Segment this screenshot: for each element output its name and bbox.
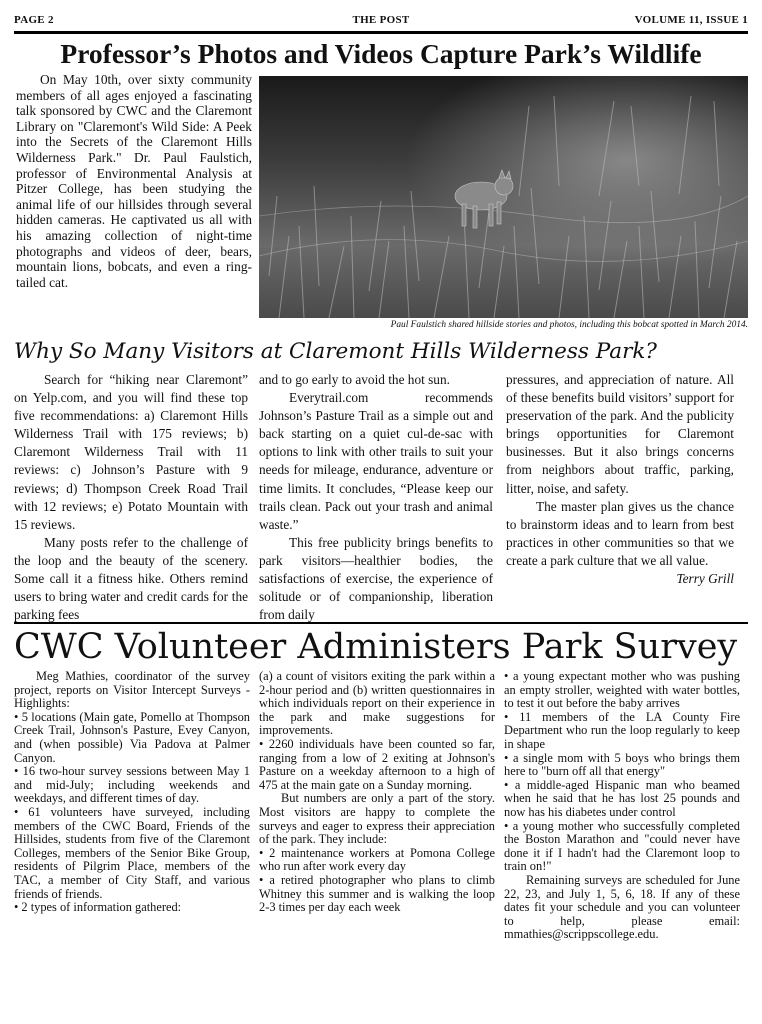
survey-bullet: • 11 members of the LA County Fire Department who run the loop regularly to keep in shape — [504, 709, 740, 751]
survey-bullet: • a young expectant mother who was pushing an empty stroller, weighted with water bottles, to test it out before the baby arrives — [504, 669, 740, 711]
article2-headline: Why So Many Visitors at Claremont Hills Wilderness Park? — [14, 339, 657, 364]
article3-column-1 — [14, 670, 250, 915]
survey-bullet: • 2 types of information gathered: — [14, 900, 182, 915]
newsletter-title: THE POST — [352, 14, 410, 26]
survey-paragraph: (a) a count of visitors exiting the park within a 2-hour period and (b) written questionnaires in which individuals report on their experience in the park and make suggestions for improvements. — [259, 669, 495, 738]
article2-paragraph: and to go early to avoid the hot sun. — [259, 372, 450, 387]
article2-paragraph: The master plan gives us the chance to brainstorm ideas and to learn from best practices in other communities so that we create a park culture that we all value. — [506, 498, 734, 568]
photo-caption: Paul Faulstich shared hillside stories and photos, including this bobcat spotted in March 2014. — [390, 320, 748, 330]
section-divider — [14, 622, 748, 624]
header-rule — [14, 31, 748, 34]
survey-bullet: • a single mom with 5 boys who brings them here to "burn off all that energy" — [504, 750, 740, 779]
survey-paragraph: Remaining surveys are scheduled for June 22, 23, and July 1, 5, 6, 18. If any of these dates fit your schedule and you can volunteer to help, please email: mmathies@scrippscollege.edu. — [504, 872, 740, 942]
survey-paragraph: But numbers are only a part of the story. Most visitors are happy to complete the surveys and eager to express their appreciation of the park. They include: — [259, 791, 495, 847]
volume-issue: VOLUME 11, ISSUE 1 — [634, 14, 748, 26]
article3-headline: CWC Volunteer Administers Park Survey — [14, 627, 738, 667]
survey-bullet: • a young mother who successfully completed the Boston Marathon and "could never have done it if I hadn't had the Claremont loop to train on!" — [504, 818, 740, 874]
survey-bullet: • a middle-aged Hispanic man who beamed when he said that he has lost 25 pounds and now has his diabetes under control — [504, 777, 740, 819]
article3-column-2 — [259, 670, 495, 915]
survey-bullet: • 5 locations (Main gate, Pomello at Thompson Creek Trail, Johnson's Pasture, Evey Canyon, and (when possible) Via Padova at Palmer Canyon. — [14, 709, 250, 765]
author-byline: Terry Grill — [676, 571, 734, 587]
bobcat-photo — [259, 76, 748, 318]
article2-column-2 — [259, 371, 493, 624]
survey-bullet: • 16 two-hour survey sessions between May 1 and mid-July; including weekends and weekdays, and different times of day. — [14, 764, 250, 806]
article2-paragraph: Search for “hiking near Claremont” on Yelp.com, and you will find these top five recommendations: a) Claremont Hills Wilderness Trail with 175 reviews; b) Claremont Wilderness Trail with 11 reviews: c) Johnson’s Pasture with 9 reviews; d) Thompson Creek Road Trail with 12 reviews; e) Potato Mountain with 15 reviews. — [14, 372, 248, 532]
article2-paragraph: Everytrail.com recommends Johnson’s Pasture Trail as a simple out and back starting on a quiet cul-de-sac with options to link with other trails to suit your needs for mileage, endurance, adventure or time limits. It concludes, “Please keep our trails clean. Pack out your trash and animal waste.” — [259, 390, 493, 532]
article2-paragraph: This free publicity brings benefits to park visitors—healthier bodies, the satisfactions of exercise, the experience of solitude or of companionship, liberation from daily — [259, 534, 493, 623]
survey-bullet: • 2260 individuals have been counted so far, ranging from a low of 2 exiting at Johnson's Pasture on a weekday afternoon to a high of 475 at the main gate on a Sunday morning. — [259, 736, 495, 792]
page-number: PAGE 2 — [14, 14, 54, 26]
survey-paragraph: Meg Mathies, coordinator of the survey project, reports on Visitor Intercept Surveys - Highlights: — [14, 669, 250, 711]
article2-column-1 — [14, 371, 248, 624]
article1-body: On May 10th, over sixty community members of all ages enjoyed a fascinating talk sponsored by CWC and the Claremont Library on "Claremont's Wild Side: A Peek into the Secrets of the Claremont Hills Wilderness Park." Dr. Paul Faulstich, professor of Environmental Analysis at Pitzer College, has been studying the animal life of our hillsides through several hidden cameras. He captivated us all with his amazing collection of night-time photographs and videos of deer, bears, mountain lions, bobcats, and even a ring-tailed cat. — [16, 72, 252, 290]
article2-paragraph: Many posts refer to the challenge of the loop and the beauty of the scenery. Some call it a fitness hike. Others remind users to bring water and credit cards for the parking fees — [14, 534, 248, 623]
article2-column-3 — [506, 371, 734, 588]
article1-headline: Professor’s Photos and Videos Capture Park’s Wildlife — [60, 38, 702, 69]
survey-bullet: • 2 maintenance workers at Pomona College who run after work every day — [259, 845, 495, 874]
article2-paragraph: pressures, and appreciation of nature. All of these benefits build visitors’ support for preservation of the park. And the publicity brings opportunities for Claremont businesses. But it also brings concerns from neighbors about traffic, parking, litter, noise, and safety. — [506, 372, 734, 496]
article3-column-3 — [504, 670, 740, 942]
survey-bullet: • 61 volunteers have surveyed, including members of the CWC Board, Friends of the Hillsides, students from five of the Claremont Colleges, members of the Senior Bike Group, residents of Pilgrim Place, members of the TAC, a member of City Staff, and various friends of friends. — [14, 804, 250, 901]
survey-bullet: • a retired photographer who plans to climb Whitney this summer and is walking the loop 2-3 times per day each week — [259, 872, 495, 915]
